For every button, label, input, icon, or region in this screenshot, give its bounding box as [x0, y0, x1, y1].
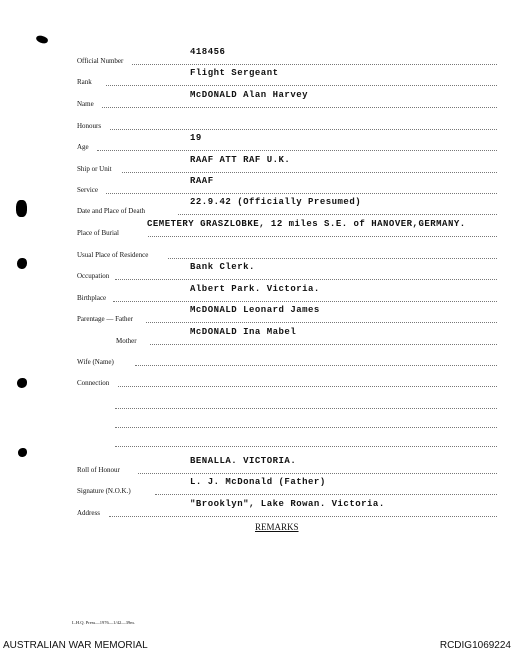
ship-or-unit-value: RAAF ATT RAF U.K.	[190, 155, 291, 165]
mother-line	[150, 344, 497, 345]
wife-line	[135, 365, 497, 366]
address-line	[109, 516, 497, 517]
birthplace-value: Albert Park. Victoria.	[190, 284, 320, 294]
punch-hole-1	[35, 34, 49, 45]
name-line	[102, 107, 497, 108]
name-label: Name	[77, 100, 94, 108]
honours-line	[110, 129, 497, 130]
mother-label: Mother	[116, 337, 137, 345]
connection-label: Connection	[77, 379, 110, 387]
address-label: Address	[77, 509, 100, 517]
age-label: Age	[77, 143, 89, 151]
punch-hole-3	[17, 258, 27, 269]
honours-label: Honours	[77, 122, 102, 130]
official-number-value: 418456	[190, 47, 226, 57]
occupation-line	[115, 279, 497, 280]
rank-label: Rank	[77, 78, 92, 86]
age-value: 19	[190, 133, 202, 143]
print-footnote: L.H.Q. Press—1976—1/42—39m.	[72, 620, 135, 625]
ship-or-unit-line	[122, 172, 497, 173]
mother-value: McDONALD Ina Mabel	[190, 327, 297, 337]
connection-line-2	[115, 408, 497, 409]
date-place-death-value: 22.9.42 (Officially Presumed)	[190, 197, 362, 207]
usual-residence-label: Usual Place of Residence	[77, 251, 149, 259]
rank-line	[106, 85, 497, 86]
remarks-heading: REMARKS	[255, 522, 299, 532]
place-of-burial-label: Place of Burial	[77, 229, 119, 237]
roll-of-honour-value: BENALLA. VICTORIA.	[190, 456, 297, 466]
signature-nok-line	[155, 494, 497, 495]
place-of-burial-value: CEMETERY GRASZLOBKE, 12 miles S.E. of HANOVER,GERMANY.	[147, 219, 466, 229]
signature-nok-value: L. J. McDonald (Father)	[190, 477, 326, 487]
service-label: Service	[77, 186, 98, 194]
official-number-label: Official Number	[77, 57, 124, 65]
roll-of-honour-label: Roll of Honour	[77, 466, 120, 474]
name-value: McDONALD Alan Harvey	[190, 90, 309, 100]
rank-value: Flight Sergeant	[190, 68, 279, 78]
occupation-label: Occupation	[77, 272, 110, 280]
birthplace-line	[113, 301, 497, 302]
wife-label: Wife (Name)	[77, 358, 114, 366]
ship-or-unit-label: Ship or Unit	[77, 165, 112, 173]
record-id: RCDIG1069224	[439, 640, 511, 651]
address-value: "Brooklyn", Lake Rowan. Victoria.	[190, 499, 385, 509]
father-label: Parentage — Father	[77, 315, 133, 323]
connection-line	[118, 386, 497, 387]
connection-line-3	[115, 427, 497, 428]
service-value: RAAF	[190, 176, 214, 186]
punch-hole-2	[16, 200, 27, 217]
father-line	[146, 322, 497, 323]
roll-of-honour-line	[138, 473, 497, 474]
archive-footer	[0, 637, 516, 653]
date-place-death-line	[178, 214, 497, 215]
birthplace-label: Birthplace	[77, 294, 107, 302]
connection-line-4	[115, 446, 497, 447]
date-place-death-label: Date and Place of Death	[77, 207, 146, 215]
signature-nok-label: Signature (N.O.K.)	[77, 487, 131, 495]
punch-hole-4	[17, 378, 27, 388]
punch-hole-5	[18, 448, 27, 457]
service-line	[106, 193, 497, 194]
place-of-burial-line	[148, 236, 497, 237]
official-number-line	[132, 64, 497, 65]
father-value: McDONALD Leonard James	[190, 305, 320, 315]
age-line	[97, 150, 497, 151]
occupation-value: Bank Clerk.	[190, 262, 255, 272]
archive-name: AUSTRALIAN WAR MEMORIAL	[3, 640, 148, 651]
usual-residence-line	[168, 258, 497, 259]
